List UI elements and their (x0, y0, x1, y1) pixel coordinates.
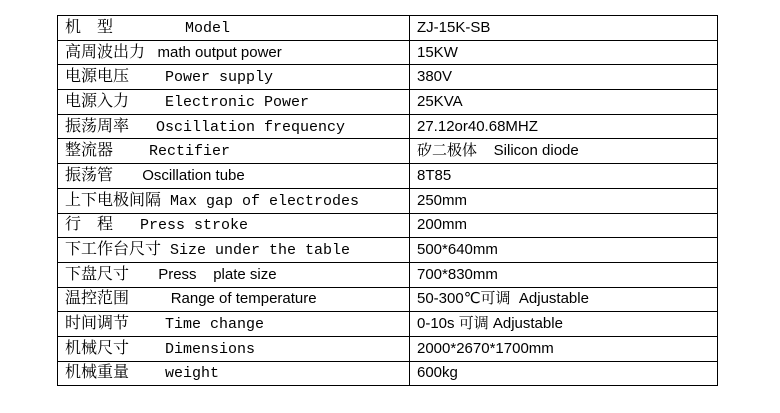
spec-row (58, 361, 718, 386)
spec-label-cell (58, 40, 410, 65)
spec-label-chinese: 下盘尺寸 (65, 265, 130, 283)
spec-label-chinese: 温控范围 (65, 290, 130, 308)
spec-label-chinese: 机械重量 (65, 364, 130, 382)
spec-value-cell (410, 40, 718, 65)
spec-label-cell (58, 262, 410, 287)
spec-label-english: Power supply (129, 69, 274, 87)
spec-value-cell (410, 287, 718, 312)
spec-label-english: Range of temperature (129, 290, 317, 308)
spec-label-english: Model (113, 19, 231, 37)
spec-value: 500*640mm (417, 241, 498, 259)
spec-label-chinese: 振荡管 (65, 166, 114, 184)
spec-value-cell (410, 65, 718, 90)
spec-label-cell (58, 287, 410, 312)
spec-label-english: math output power (145, 43, 282, 61)
spec-value: 50-300℃可调 Adjustable (417, 290, 589, 308)
spec-label-cell (58, 16, 410, 41)
spec-label-chinese: 振荡周率 (65, 117, 130, 135)
spec-value-cell (410, 16, 718, 41)
spec-table (57, 15, 718, 386)
spec-label-english: Press stroke (113, 217, 249, 235)
spec-row (58, 188, 718, 213)
spec-label-cell (58, 139, 410, 164)
spec-row (58, 336, 718, 361)
spec-label-cell (58, 336, 410, 361)
spec-value: 250mm (417, 191, 468, 209)
spec-label-cell (58, 188, 410, 213)
spec-label-english: Size under the table (161, 242, 351, 260)
spec-value-cell (410, 312, 718, 337)
spec-value: 15KW (417, 43, 458, 61)
spec-value: 380V (417, 68, 453, 86)
spec-row (58, 238, 718, 263)
spec-label-cell (58, 90, 410, 115)
spec-value-cell (410, 139, 718, 164)
spec-row (58, 65, 718, 90)
spec-label-chinese: 机械尺寸 (65, 339, 130, 357)
spec-label-cell (58, 213, 410, 238)
spec-label-english: Dimensions (129, 340, 256, 358)
spec-value: 700*830mm (417, 265, 498, 283)
spec-row (58, 287, 718, 312)
spec-value-cell (410, 164, 718, 189)
spec-row (58, 114, 718, 139)
spec-label-english: Oscillation tube (113, 166, 245, 184)
spec-row (58, 164, 718, 189)
spec-label-cell (58, 114, 410, 139)
spec-row (58, 90, 718, 115)
spec-label-english: Rectifier (113, 143, 231, 161)
spec-label-chinese: 电源电压 (65, 68, 130, 86)
spec-label-english: Time change (129, 316, 265, 334)
spec-value: 200mm (417, 216, 468, 234)
spec-value: 25KVA (417, 92, 463, 110)
spec-value-cell (410, 188, 718, 213)
spec-value-cell (410, 336, 718, 361)
spec-row (58, 16, 718, 41)
spec-label-chinese: 时间调节 (65, 315, 130, 333)
spec-row (58, 213, 718, 238)
spec-value: 0-10s 可调 Adjustable (417, 315, 563, 333)
spec-label-chinese: 高周波出力 (65, 43, 146, 61)
spec-value-cell (410, 262, 718, 287)
spec-row (58, 139, 718, 164)
spec-label-english: Press plate size (129, 265, 277, 283)
spec-value: 8T85 (417, 166, 452, 184)
spec-value: 600kg (417, 364, 458, 382)
spec-value-cell (410, 361, 718, 386)
spec-value: 2000*2670*1700mm (417, 339, 554, 357)
spec-row (58, 262, 718, 287)
spec-value-cell (410, 90, 718, 115)
spec-row (58, 40, 718, 65)
spec-label-chinese: 电源入力 (65, 92, 130, 110)
spec-label-chinese: 行 程 (65, 216, 114, 234)
spec-table-body (58, 16, 718, 386)
spec-label-english: Electronic Power (129, 93, 310, 111)
spec-label-cell (58, 238, 410, 263)
spec-label-english: Oscillation frequency (129, 118, 346, 136)
spec-label-chinese: 整流器 (65, 142, 114, 160)
spec-value: 27.12or40.68MHZ (417, 117, 538, 135)
spec-label-english: weight (129, 365, 220, 383)
spec-label-english: Max gap of electrodes (161, 192, 360, 210)
spec-label-chinese: 上下电极间隔 (65, 191, 162, 209)
spec-label-chinese: 机 型 (65, 18, 114, 36)
spec-value-cell (410, 238, 718, 263)
spec-value-cell (410, 213, 718, 238)
spec-value: 矽二极体 Silicon diode (417, 142, 579, 160)
spec-label-cell (58, 65, 410, 90)
spec-row (58, 312, 718, 337)
spec-label-chinese: 下工作台尺寸 (65, 241, 162, 259)
spec-value-cell (410, 114, 718, 139)
spec-label-cell (58, 164, 410, 189)
spec-label-cell (58, 361, 410, 386)
spec-value: ZJ-15K-SB (417, 18, 491, 36)
spec-label-cell (58, 312, 410, 337)
